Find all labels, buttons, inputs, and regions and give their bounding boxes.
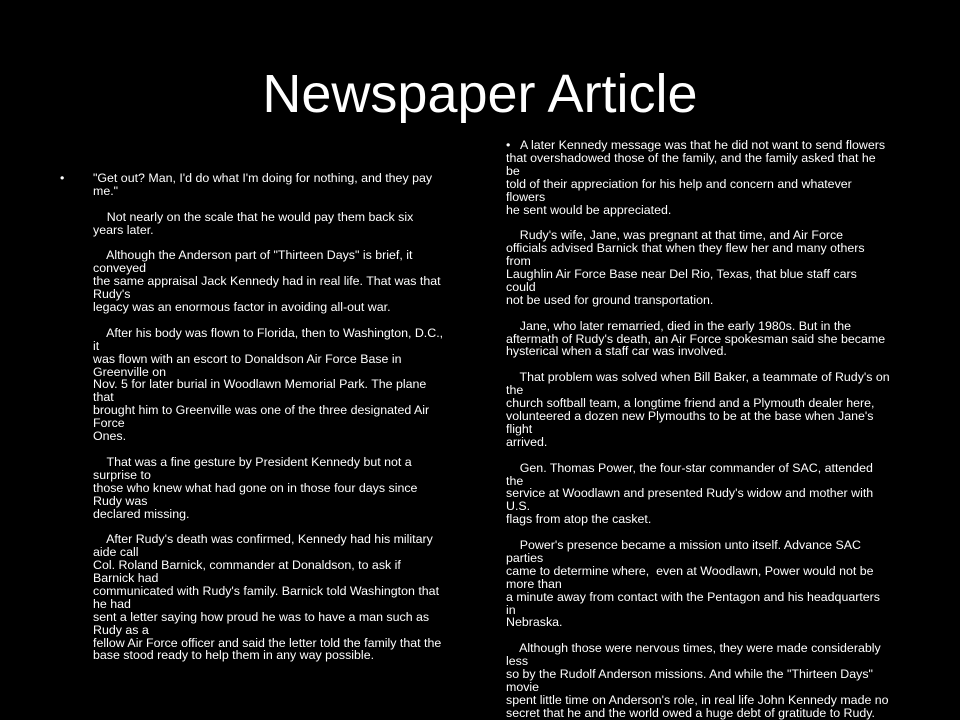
article-line: sent a letter saying how proud he was to have a man such as [93, 609, 430, 624]
article-line: spent little time on Anderson's role, in real life John Kennedy made no [506, 692, 889, 707]
article-line: the [506, 473, 524, 488]
article-line: could [506, 279, 536, 294]
article-line: aide call [93, 545, 139, 560]
article-line: church softball team, a longtime friend and a Plymouth dealer here, [506, 396, 875, 411]
article-line: base stood ready to help them in any way possible. [93, 648, 375, 663]
article-line: volunteered a dozen new Plymouths to be at the base when Jane's [506, 408, 874, 423]
article-line: Although the Anderson part of "Thirteen Days" is brief, it [93, 248, 413, 263]
article-line: U.S. [506, 499, 531, 514]
article-line: Although those were nervous times, they were made considerably [506, 641, 881, 656]
article-line: more than [506, 576, 562, 591]
article-line: That was a fine gesture by President Kennedy but not a [93, 454, 412, 469]
article-line: fellow Air Force officer and said the letter told the family that the [93, 635, 442, 650]
article-line: it [93, 338, 100, 353]
article-line: parties [506, 550, 544, 565]
article-line: in [506, 602, 516, 617]
left-article-text [60, 185, 480, 662]
article-line [506, 307, 926, 320]
article-line: conveyed [93, 261, 147, 276]
article-line: Laughlin Air Force Base near Del Rio, Texas, that blue staff cars [506, 267, 857, 282]
article-line: Rudy was [93, 493, 148, 508]
bullet-marker: • [506, 138, 511, 152]
right-first-line: A later Kennedy message was that he did not want to send flowers [520, 138, 886, 152]
article-line: less [506, 654, 529, 669]
article-line: officials advised Barnick that when they flew her and many others [506, 241, 865, 256]
article-line: flags from atop the casket. [506, 512, 652, 527]
article-line: flight [506, 421, 533, 436]
left-bullet-row [60, 172, 480, 185]
article-line: he sent would be appreciated. [506, 202, 672, 217]
article-line: flowers [506, 189, 546, 204]
slide-title: Newspaper Article [262, 64, 698, 124]
article-line: Nebraska. [506, 615, 563, 630]
article-line: movie [506, 679, 540, 694]
article-line: he had [93, 596, 131, 611]
article-line: a minute away from contact with the Pentagon and his headquarters [506, 589, 881, 604]
article-line [93, 314, 480, 327]
article-line: those who knew what had gone on in those four days since [93, 480, 418, 495]
article-line: arrived. [506, 434, 548, 449]
article-line: told of their appreciation for his help and concern and whatever [506, 176, 852, 191]
article-line: surprise to [93, 467, 151, 482]
right-article-column [506, 139, 926, 720]
article-line: Power's presence became a mission unto itself. Advance SAC [506, 538, 861, 553]
article-line: That problem was solved when Bill Baker, a teammate of Rudy's on [506, 370, 890, 385]
article-line: Gen. Thomas Power, the four-star commander of SAC, attended [506, 460, 873, 475]
article-line: After his body was flown to Florida, then to Washington, D.C., [93, 325, 444, 340]
article-line: was flown with an escort to Donaldson Air Force Base in [93, 351, 402, 366]
article-line: Jane, who later remarried, died in the early 1980s. But in the [506, 318, 852, 333]
article-line: legacy was an enormous factor in avoiding all-out war. [93, 300, 391, 315]
article-line: aftermath of Rudy's death, an Air Force spokesman said she became [506, 331, 886, 346]
article-line: communicated with Rudy's family. Barnick told Washington that [93, 583, 440, 598]
article-line: secret that he and the world owed a huge debt of gratitude to Rudy. [506, 705, 875, 720]
article-line: be [506, 163, 520, 178]
article-line: Barnick had [93, 571, 159, 586]
article-line: After Rudy's death was confirmed, Kennedy had his military [93, 532, 433, 547]
bullet-marker: • [60, 171, 65, 185]
article-line: brought him to Greenville was one of the three designated Air [93, 403, 430, 418]
article-line: declared missing. [93, 506, 190, 521]
article-line: me." [93, 183, 119, 198]
article-line [93, 198, 480, 211]
article-line: not be used for ground transportation. [506, 292, 714, 307]
article-line: so by the Rudolf Anderson missions. And while the "Thirteen Days" [506, 667, 873, 682]
article-line: Col. Roland Barnick, commander at Donaldson, to ask if [93, 558, 401, 573]
article-line: Force [93, 416, 125, 431]
article-line: the same appraisal Jack Kennedy had in real life. That was that [93, 274, 441, 289]
article-line: the [506, 383, 524, 398]
right-article-text [506, 152, 926, 720]
right-bullet-row [506, 139, 926, 152]
article-line: that overshadowed those of the family, and the family asked that he [506, 150, 876, 165]
article-line: Rudy as a [93, 622, 149, 637]
article-line: years later. [93, 222, 154, 237]
article-line [506, 449, 926, 462]
article-line: hysterical when a staff car was involved. [506, 344, 727, 359]
article-line: Ones. [93, 429, 127, 444]
article-line: Rudy's [93, 287, 131, 302]
article-line [93, 443, 480, 456]
article-line: that [93, 390, 114, 405]
article-line: came to determine where, even at Woodlawn, Power would not be [506, 563, 874, 578]
article-line: Greenville on [93, 364, 167, 379]
article-line: service at Woodlawn and presented Rudy's widow and mother with [506, 486, 874, 501]
article-line: Nov. 5 for later burial in Woodlawn Memorial Park. The plane [93, 377, 427, 392]
left-article-column [60, 172, 480, 662]
article-line: Rudy's wife, Jane, was pregnant at that time, and Air Force [506, 228, 844, 243]
article-line: Not nearly on the scale that he would pay them back six [93, 209, 414, 224]
article-line: from [506, 254, 531, 269]
left-first-line: "Get out? Man, I'd do what I'm doing for nothing, and they pay [93, 171, 433, 185]
